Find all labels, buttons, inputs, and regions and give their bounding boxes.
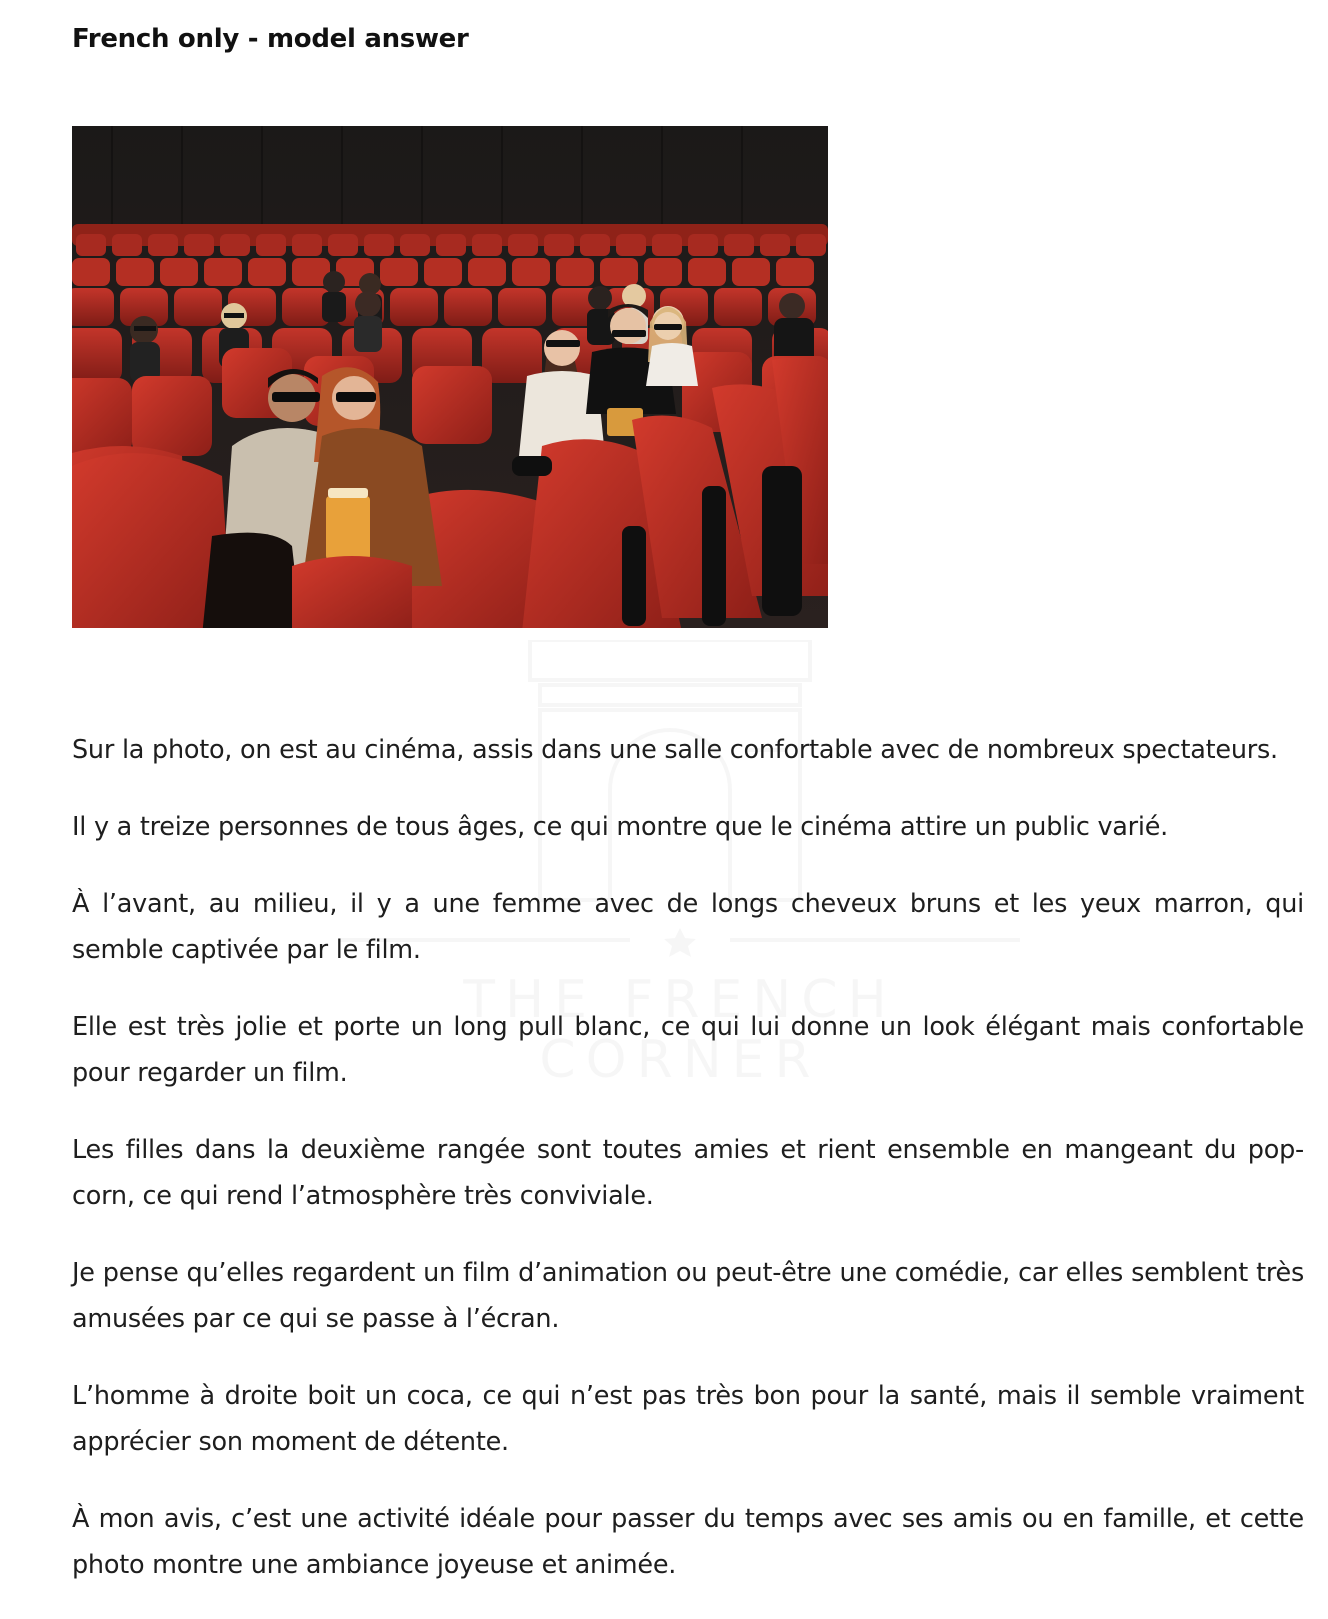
paragraph: L’homme à droite boit un coca, ce qui n’est pas très bon pour la santé, mais il semble vraiment apprécier son moment de détente.: [72, 1381, 1304, 1457]
paragraph: Elle est très jolie et porte un long pull blanc, ce qui lui donne un look élégant mais confortable pour regarder un film.: [72, 1012, 1304, 1088]
paragraph: Il y a treize personnes de tous âges, ce qui montre que le cinéma attire un public varié.: [72, 812, 1169, 842]
page-heading: French only - model answer: [72, 24, 469, 54]
model-answer-text: [72, 727, 1304, 1619]
cinema-photo: [72, 126, 828, 628]
paragraph: Je pense qu’elles regardent un film d’animation ou peut-être une comédie, car elles semblent très amusées par ce qui se passe à l’écran.: [72, 1258, 1304, 1334]
paragraph: À l’avant, au milieu, il y a une femme avec de longs cheveux bruns et les yeux marron, qui semble captivée par le film.: [72, 889, 1304, 965]
paragraph: Les filles dans la deuxième rangée sont toutes amies et rient ensemble en mangeant du pop-corn, ce qui rend l’atmosphère très conviviale.: [72, 1135, 1304, 1211]
paragraph: À mon avis, c’est une activité idéale pour passer du temps avec ses amis ou en famille, et cette photo montre une ambiance joyeuse et animée.: [72, 1504, 1304, 1580]
paragraph: Sur la photo, on est au cinéma, assis dans une salle confortable avec de nombreux spectateurs.: [72, 735, 1278, 765]
